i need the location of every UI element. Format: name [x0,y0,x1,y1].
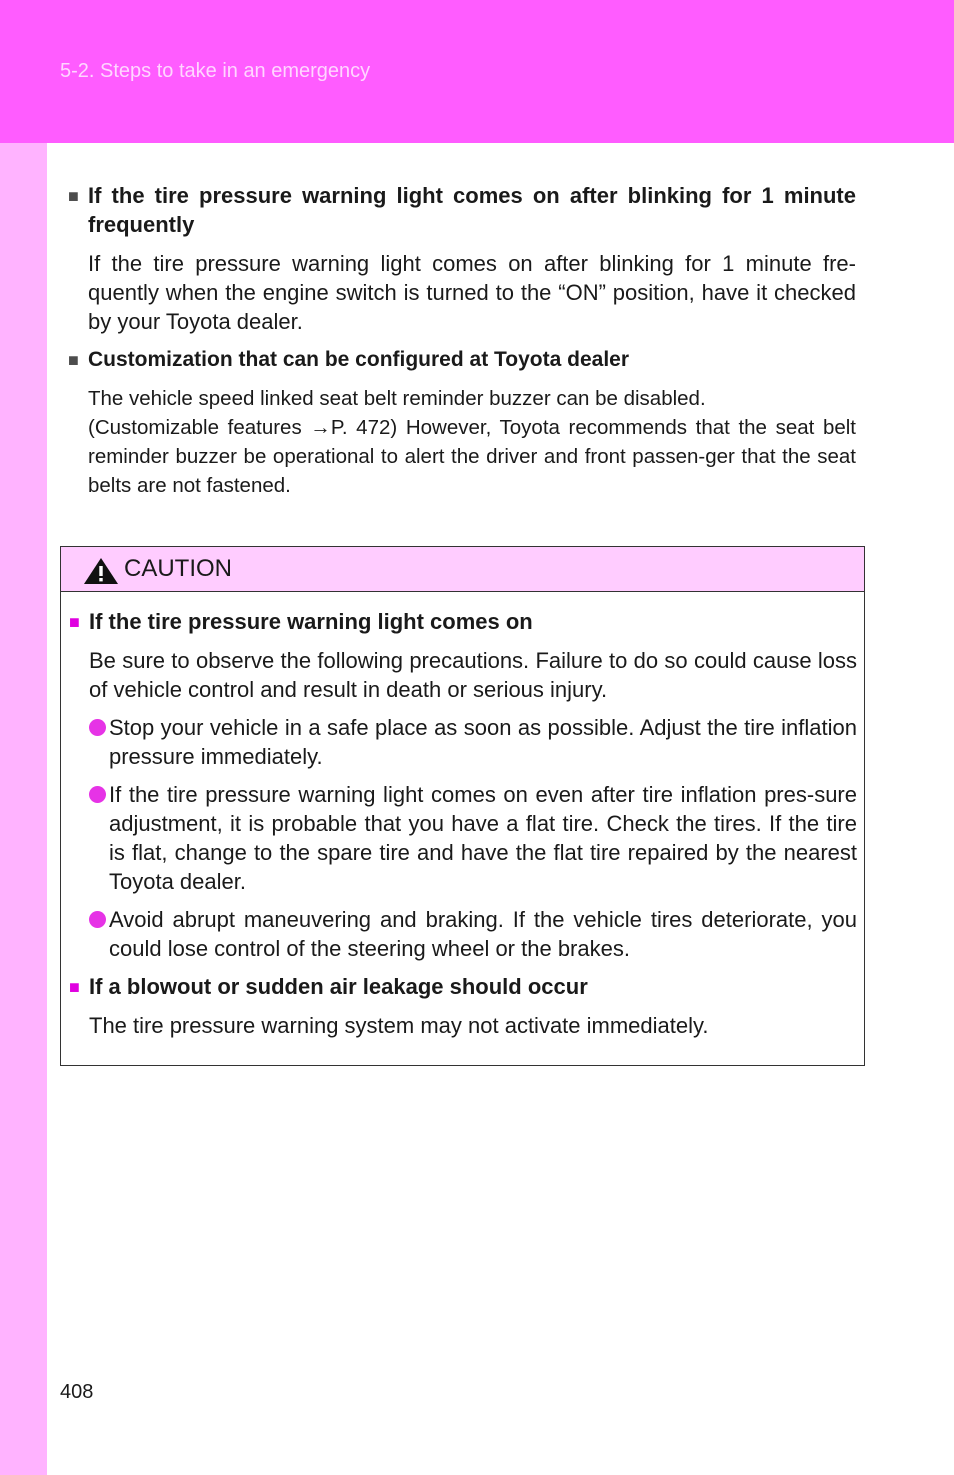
section-heading [66,345,856,374]
caution-bullet-item [67,713,857,771]
square-bullet-icon: ■ [68,350,79,370]
page-number: 408 [60,1381,94,1403]
circle-bullet-icon [89,911,106,928]
square-bullet-icon: ■ [69,977,80,997]
section-body: If the tire pressure warning light comes on after blinking for 1 minute fre-quently when the engine switch is turned to the “ON” position, have it checked by your Toyota dealer. [88,251,856,334]
section-heading-text: If the tire pressure warning light comes on after blinking for 1 minute frequently [88,183,856,237]
caution-paragraph: The tire pressure warning system may not activate immediately. [89,1013,709,1038]
caution-subheading-text: If a blowout or sudden air leakage should occur [89,974,588,999]
caution-box [60,546,865,1066]
caution-bullet-text: Avoid abrupt maneuvering and braking. If the vehicle tires deteriorate, you could lose control of the steering wheel or the brakes. [109,907,857,961]
caution-bullet-item [67,905,857,963]
caution-header [61,547,864,592]
circle-bullet-icon [89,786,106,803]
caution-label: CAUTION [124,555,232,582]
circle-bullet-icon [89,719,106,736]
square-bullet-icon: ■ [68,186,79,206]
section-body-rest: (Customizable features →P. 472) However, Toyota recommends that the seat belt reminder buzzer be operational to alert the driver and front passen-ger that the seat belts are not fastened. [88,416,856,497]
square-bullet-icon: ■ [69,612,80,632]
caution-body [67,607,857,1040]
side-band [0,143,47,1475]
warning-triangle-icon [83,557,119,585]
caution-subheading [67,972,857,1001]
section-title: 5-2. Steps to take in an emergency [60,60,371,82]
caution-subheading [67,607,857,636]
caution-paragraph: Be sure to observe the following precautions. Failure to do so could cause loss of vehicle control and result in death or serious injury. [89,648,857,702]
caution-bullet-text: Stop your vehicle in a safe place as soon as possible. Adjust the tire inflation pressure immediately. [109,715,857,769]
section-tire-light-blinking [66,181,856,336]
section-body-line1: The vehicle speed linked seat belt reminder buzzer can be disabled. [88,387,706,410]
section-heading-text: Customization that can be configured at Toyota dealer [88,348,630,371]
caution-bullet-text: If the tire pressure warning light comes on even after tire inflation pres-sure adjustment, it is probable that you have a flat tire. Check the tires. If the tire is flat, change to the spare tire and have the flat tire repaired by the nearest Toyota dealer. [109,782,857,894]
caution-subheading-text: If the tire pressure warning light comes on [89,609,533,634]
section-customization [66,345,856,500]
section-heading [66,181,856,239]
caution-bullet-item [67,780,857,896]
